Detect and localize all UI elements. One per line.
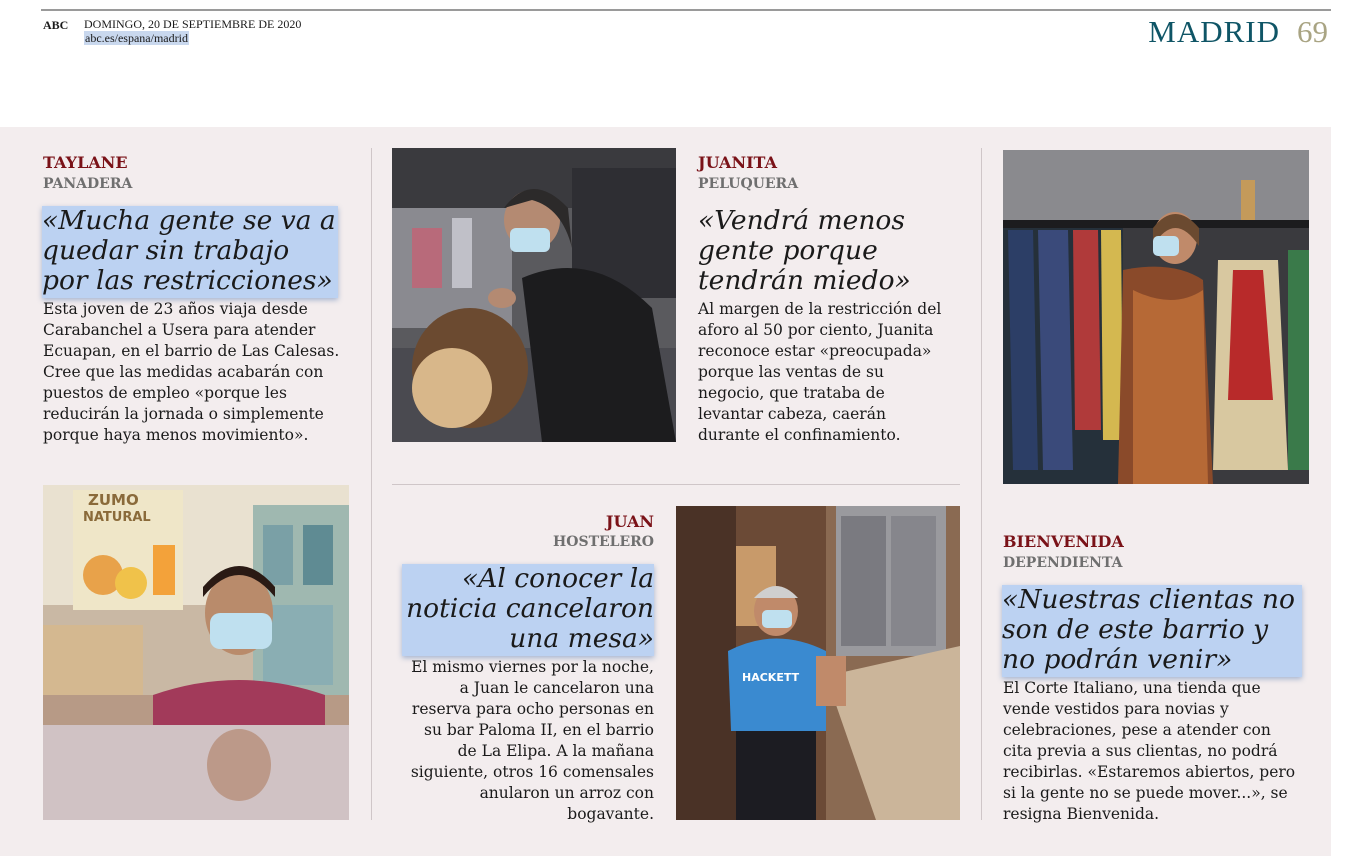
pull-quote [402,564,654,656]
story-role: PELUQUERA [698,176,799,192]
body-line: de La Elipa. A la mañana [457,742,654,760]
quote-line: tendrán miedo» [698,265,911,296]
body-line: a Juan le cancelaron una [459,679,654,697]
body-line: reconoce estar «preocupada» [698,342,932,360]
body-line: reserva para ocho personas en [411,700,654,718]
body-line: si la gente no se puede mover...», se [1003,784,1288,802]
body-line: Ecuapan, en el barrio de Las Calesas. [43,342,340,360]
story-name: JUAN [605,512,654,531]
story-body [43,299,353,446]
body-line: levantar cabeza, caerán [698,405,886,423]
quote-line: son de este barrio y [1002,614,1269,645]
pull-quote [698,206,960,296]
body-line: Al margen de la restricción del [698,300,942,318]
quote-line: «Al conocer la [462,563,654,594]
page-number: 69 [1297,14,1328,49]
story-body [698,299,960,446]
section-url[interactable]: abc.es/espana/madrid [85,31,188,45]
body-line: anularon un arroz con [479,784,654,802]
body-line: El Corte Italiano, una tienda que [1003,679,1261,697]
column-rule-right [981,148,982,820]
newspaper-logo: ABC [43,18,69,32]
body-line: porque las ventas de su [698,363,884,381]
body-line: aforo al 50 por ciento, Juanita [698,321,934,339]
dateline [84,17,301,45]
story-body [392,657,654,825]
quote-line: no podrán venir» [1002,644,1233,675]
body-line: resigna Bienvenida. [1003,805,1160,823]
photo-bar-owner [676,506,960,820]
body-line: celebraciones, pese a atender con [1003,721,1271,739]
body-line: cita previa a sus clientas, no podrá [1003,742,1278,760]
body-line: bogavante. [567,805,654,823]
body-line: Carabanchel a Usera para atender [43,321,316,339]
sign-text: NATURAL [83,510,151,525]
story-name: TAYLANE [43,153,128,172]
pull-quote [42,206,338,298]
photo-hairdresser [392,148,676,442]
sign-text: ZUMO [88,491,139,509]
body-line: El mismo viernes por la noche, [411,658,654,676]
quote-line: gente porque [698,235,878,266]
body-line: siguiente, otros 16 comensales [410,763,654,781]
photo-bakery-worker [43,485,349,820]
quote-line: quedar sin trabajo [42,235,290,266]
body-line: Cree que las medidas acabarán con [43,363,324,381]
shirt-text: HACKETT [742,671,800,684]
body-line: negocio, que trataba de [698,384,885,402]
photo-boutique [1003,150,1309,484]
story-name: JUANITA [698,153,777,172]
story-body [1003,678,1321,825]
story-role: DEPENDIENTA [1003,555,1123,571]
body-line: porque haya menos movimiento». [43,426,309,444]
quote-line: «Vendrá menos [698,205,905,236]
quote-line: una mesa» [509,623,654,654]
quote-line: «Nuestras clientas no [1002,584,1295,615]
body-line: vende vestidos para novias y [1003,700,1229,718]
story-role: HOSTELERO [553,534,654,550]
story-role: PANADERA [43,176,133,192]
body-line: puestos de empleo «porque les [43,384,287,402]
row-rule [392,484,960,485]
pull-quote [1002,585,1302,677]
column-rule-left [371,148,372,820]
body-line: su bar Paloma II, en el barrio [423,721,654,739]
story-name: BIENVENIDA [1003,532,1124,551]
body-line: Esta joven de 23 años viaja desde [43,300,308,318]
quote-line: por las restricciones» [42,265,333,296]
body-line: reducirán la jornada o simplemente [43,405,324,423]
top-rule [41,9,1331,11]
quote-line: noticia cancelaron [406,593,654,624]
section-title: MADRID [1148,14,1280,49]
body-line: recibirlas. «Estaremos abiertos, pero [1003,763,1296,781]
body-line: durante el confinamiento. [698,426,901,444]
quote-line: «Mucha gente se va a [42,205,336,236]
date-text: DOMINGO, 20 DE SEPTIEMBRE DE 2020 [84,17,302,31]
